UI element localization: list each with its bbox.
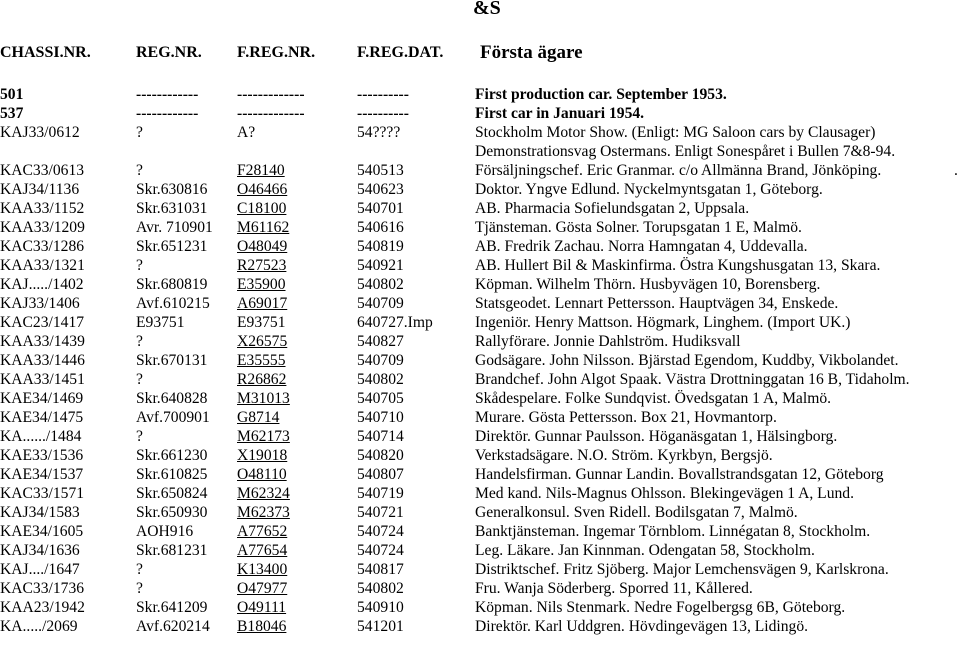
freg-cell: R27523 — [237, 257, 287, 274]
table-row — [0, 465, 960, 484]
fregdate-cell: 540807 — [357, 466, 404, 483]
document-title: &S — [473, 0, 501, 19]
fregdate-cell: 540705 — [357, 390, 404, 407]
reg-cell: Skr.661230 — [136, 447, 208, 464]
fregdate-cell: 540709 — [357, 352, 404, 369]
owner-cell: First car in Januari 1954. — [475, 105, 645, 122]
fregdate-cell: 540724 — [357, 542, 404, 559]
freg-cell: E35900 — [237, 276, 286, 293]
chassis-cell: KAA33/1209 — [0, 219, 85, 236]
fregdate-cell: 540802 — [357, 276, 404, 293]
owner-cell: Distriktschef. Fritz Sjöberg. Major Lemchensvägen 9, Karlskrona. — [475, 561, 889, 578]
freg-cell: X26575 — [237, 333, 288, 350]
freg-cell: E93751 — [237, 314, 286, 331]
fregdate-cell: ---------- — [357, 86, 409, 103]
header-reg: REG.NR. — [136, 44, 202, 61]
chassis-cell: 501 — [0, 86, 24, 103]
chassis-cell: KAE33/1536 — [0, 447, 84, 464]
table-row — [0, 142, 960, 161]
fregdate-cell: 541201 — [357, 618, 404, 635]
owner-cell: Direktör. Karl Uddgren. Hövdingevägen 13, Lidingö. — [475, 618, 809, 635]
freg-cell: A77654 — [237, 542, 288, 559]
chassis-cell: KAA33/1152 — [0, 200, 85, 217]
freg-cell: E35555 — [237, 352, 286, 369]
fregdate-cell: 540802 — [357, 371, 404, 388]
fregdate-cell: 54???? — [357, 124, 401, 141]
table-row — [0, 522, 960, 541]
fregdate-cell: 540714 — [357, 428, 404, 445]
reg-cell: Avf.610215 — [136, 295, 210, 312]
freg-cell: B18046 — [237, 618, 287, 635]
freg-cell: M31013 — [237, 390, 290, 407]
chassis-cell: KA...../2069 — [0, 618, 78, 635]
owner-cell: Demonstrationsvag Ostermans. Enligt Sonespåret i Bullen 7&8-94. — [475, 143, 896, 160]
owner-cell: Doktor. Yngve Edlund. Nyckelmyntsgatan 1, Göteborg. — [475, 181, 823, 198]
fregdate-cell: 540802 — [357, 580, 404, 597]
table-row — [0, 503, 960, 522]
chassis-cell: KAC23/1417 — [0, 314, 85, 331]
fregdate-cell: 540623 — [357, 181, 404, 198]
freg-cell: M62373 — [237, 504, 290, 521]
freg-cell: G8714 — [237, 409, 280, 426]
fregdate-cell: 540616 — [357, 219, 404, 236]
reg-cell: Skr.631031 — [136, 200, 208, 217]
chassis-cell: KAC33/0613 — [0, 162, 85, 179]
fregdate-cell: 540820 — [357, 447, 404, 464]
trailing-mark: . — [954, 162, 958, 179]
reg-cell: Skr.641209 — [136, 599, 208, 616]
table-row — [0, 275, 960, 294]
fregdate-cell: 540709 — [357, 295, 404, 312]
chassis-cell: KAA33/1451 — [0, 371, 85, 388]
freg-cell: M61162 — [237, 219, 290, 236]
reg-cell: ? — [136, 371, 143, 388]
header-owner: Första ägare — [480, 42, 583, 63]
reg-cell: Skr.651231 — [136, 238, 208, 255]
reg-cell: ------------ — [136, 86, 199, 103]
chassis-cell: KAJ34/1136 — [0, 181, 80, 198]
owner-cell: Köpman. Wilhelm Thörn. Husbyvägen 10, Borensberg. — [475, 276, 821, 293]
chassis-cell: KAJ...../1402 — [0, 276, 84, 293]
chassis-cell: KAJ33/1406 — [0, 295, 80, 312]
reg-cell: ? — [136, 333, 143, 350]
reg-cell: ------------ — [136, 105, 199, 122]
chassis-cell: KAA23/1942 — [0, 599, 85, 616]
table-row — [0, 617, 960, 636]
owner-cell: Murare. Gösta Pettersson. Box 21, Hovmantorp. — [475, 409, 777, 426]
reg-cell: ? — [136, 428, 143, 445]
chassis-cell: KAA33/1439 — [0, 333, 85, 350]
chassis-cell: KAC33/1286 — [0, 238, 85, 255]
freg-cell: C18100 — [237, 200, 287, 217]
freg-cell: O49111 — [237, 599, 287, 616]
table-row — [0, 446, 960, 465]
freg-cell: O48110 — [237, 466, 287, 483]
table-row — [0, 541, 960, 560]
owner-cell: Tjänsteman. Gösta Solner. Torupsgatan 1 E, Malmö. — [475, 219, 802, 236]
reg-cell: Skr.650824 — [136, 485, 208, 502]
chassis-cell: KAC33/1571 — [0, 485, 85, 502]
table-row — [0, 598, 960, 617]
reg-cell: Avf.700901 — [136, 409, 210, 426]
table-row — [0, 389, 960, 408]
fregdate-cell: ---------- — [357, 105, 409, 122]
table-row — [0, 484, 960, 503]
chassis-cell: KAC33/1736 — [0, 580, 85, 597]
table-row — [0, 218, 960, 237]
freg-cell: O48049 — [237, 238, 288, 255]
table-row — [0, 332, 960, 351]
table-row — [0, 408, 960, 427]
fregdate-cell: 540817 — [357, 561, 404, 578]
owner-cell: Banktjänsteman. Ingemar Törnblom. Linnégatan 8, Stockholm. — [475, 523, 871, 540]
reg-cell: Avr. 710901 — [136, 219, 213, 236]
reg-cell: AOH916 — [136, 523, 194, 540]
header-chassis: CHASSI.NR. — [0, 44, 91, 61]
reg-cell: Skr.610825 — [136, 466, 208, 483]
table-row — [0, 560, 960, 579]
fregdate-cell: 540921 — [357, 257, 404, 274]
chassis-cell: KAE34/1469 — [0, 390, 84, 407]
freg-cell: M62173 — [237, 428, 290, 445]
reg-cell: Skr.670131 — [136, 352, 208, 369]
owner-cell: Statsgeodet. Lennart Pettersson. Hauptvägen 34, Enskede. — [475, 295, 839, 312]
owner-cell: Stockholm Motor Show. (Enligt: MG Saloon cars by Clausager) — [475, 124, 876, 141]
header-freg: F.REG.NR. — [237, 44, 316, 61]
chassis-cell: KAE34/1537 — [0, 466, 84, 483]
freg-cell: A69017 — [237, 295, 288, 312]
chassis-cell: KAE34/1475 — [0, 409, 84, 426]
table-row — [0, 123, 960, 142]
chassis-cell: KAA33/1446 — [0, 352, 85, 369]
freg-cell: O47977 — [237, 580, 288, 597]
chassis-cell: KAJ34/1636 — [0, 542, 80, 559]
reg-cell: ? — [136, 580, 143, 597]
registry-table — [0, 85, 960, 636]
fregdate-cell: 540819 — [357, 238, 404, 255]
freg-cell: M62324 — [237, 485, 290, 502]
chassis-cell: KAJ..../1647 — [0, 561, 80, 578]
reg-cell: E93751 — [136, 314, 185, 331]
reg-cell: ? — [136, 561, 143, 578]
chassis-cell: KA....../1484 — [0, 428, 82, 445]
owner-cell: Ingeniör. Henry Mattson. Högmark, Linghem. (Import UK.) — [475, 314, 851, 331]
fregdate-cell: 540710 — [357, 409, 404, 426]
table-row — [0, 237, 960, 256]
fregdate-cell: 540724 — [357, 523, 404, 540]
owner-cell: First production car. September 1953. — [475, 86, 727, 103]
table-row — [0, 579, 960, 598]
freg-cell: R26862 — [237, 371, 287, 388]
reg-cell: Skr.681231 — [136, 542, 208, 559]
owner-cell: AB. Pharmacia Sofielundsgatan 2, Uppsala. — [475, 200, 750, 217]
table-row — [0, 294, 960, 313]
reg-cell: Skr.640828 — [136, 390, 208, 407]
freg-cell: A? — [237, 124, 256, 141]
fregdate-cell: 540721 — [357, 504, 404, 521]
table-row — [0, 161, 960, 180]
owner-cell: AB. Fredrik Zachau. Norra Hamngatan 4, Uddevalla. — [475, 238, 808, 255]
reg-cell: ? — [136, 257, 143, 274]
owner-cell: Försäljningschef. Eric Granmar. c/o Allmänna Brand, Jönköping. — [475, 162, 882, 179]
table-row — [0, 427, 960, 446]
fregdate-cell: 540701 — [357, 200, 404, 217]
reg-cell: Skr.680819 — [136, 276, 208, 293]
freg-cell: ------------- — [237, 105, 305, 122]
freg-cell: ------------- — [237, 86, 305, 103]
fregdate-cell: 540910 — [357, 599, 404, 616]
freg-cell: K13400 — [237, 561, 288, 578]
reg-cell: Skr.650930 — [136, 504, 208, 521]
chassis-cell: KAJ33/0612 — [0, 124, 80, 141]
owner-cell: Leg. Läkare. Jan Kinnman. Odengatan 58, Stockholm. — [475, 542, 815, 559]
table-row — [0, 256, 960, 275]
fregdate-cell: 640727.Imp — [357, 314, 433, 331]
table-row — [0, 199, 960, 218]
reg-cell: ? — [136, 162, 143, 179]
chassis-cell: KAE34/1605 — [0, 523, 84, 540]
table-row — [0, 85, 960, 104]
table-row — [0, 104, 960, 123]
owner-cell: Godsägare. John Nilsson. Bjärstad Egendom, Kuddby, Vikbolandet. — [475, 352, 899, 369]
owner-cell: Med kand. Nils-Magnus Ohlsson. Blekingevägen 1 A, Lund. — [475, 485, 854, 502]
table-row — [0, 370, 960, 389]
owner-cell: Direktör. Gunnar Paulsson. Höganäsgatan 1, Hälsingborg. — [475, 428, 838, 445]
freg-cell: A77652 — [237, 523, 288, 540]
fregdate-cell: 540719 — [357, 485, 404, 502]
reg-cell: Skr.630816 — [136, 181, 208, 198]
owner-cell: Brandchef. John Algot Spaak. Västra Drottninggatan 16 B, Tidaholm. — [475, 371, 910, 388]
table-row — [0, 351, 960, 370]
freg-cell: O46466 — [237, 181, 288, 198]
owner-cell: AB. Hullert Bil & Maskinfirma. Östra Kungshusgatan 13, Skara. — [475, 257, 881, 274]
owner-cell: Verkstadsägare. N.O. Ström. Kyrkbyn, Bergsjö. — [475, 447, 773, 464]
reg-cell: Avf.620214 — [136, 618, 210, 635]
chassis-cell: KAA33/1321 — [0, 257, 85, 274]
owner-cell: Skådespelare. Folke Sundqvist. Övedsgatan 1 A, Malmö. — [475, 390, 832, 407]
table-row — [0, 313, 960, 332]
owner-cell: Rallyförare. Jonnie Dahlström. Hudiksvall — [475, 333, 741, 350]
header-fregdate: F.REG.DAT. — [357, 44, 444, 61]
reg-cell: ? — [136, 124, 143, 141]
fregdate-cell: 540827 — [357, 333, 404, 350]
owner-cell: Generalkonsul. Sven Ridell. Bodilsgatan 7, Malmö. — [475, 504, 798, 521]
owner-cell: Köpman. Nils Stenmark. Nedre Fogelbergsg 6B, Göteborg. — [475, 599, 846, 616]
table-row — [0, 180, 960, 199]
owner-cell: Fru. Wanja Söderberg. Sporred 11, Kållered. — [475, 580, 753, 597]
chassis-cell: 537 — [0, 105, 24, 122]
freg-cell: F28140 — [237, 162, 285, 179]
freg-cell: X19018 — [237, 447, 288, 464]
chassis-cell: KAJ34/1583 — [0, 504, 80, 521]
fregdate-cell: 540513 — [357, 162, 404, 179]
owner-cell: Handelsfirman. Gunnar Landin. Bovallstrandsgatan 12, Göteborg — [475, 466, 884, 483]
